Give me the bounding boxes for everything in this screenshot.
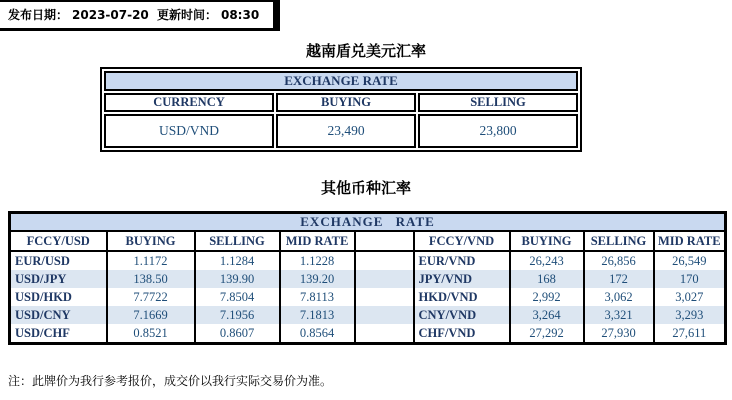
- table2-col-header-fccy-usd: FCCY/USD: [10, 231, 107, 251]
- pair-cell: JPY/VND: [414, 270, 510, 288]
- midrate-cell: 170: [654, 270, 726, 288]
- selling-cell: 139.90: [195, 270, 280, 288]
- disclaimer-note: 注：此牌价为我行参考报价，成交价以我行实际交易价为准。: [8, 374, 333, 388]
- midrate-cell: 1.1228: [280, 251, 355, 270]
- midrate-cell: 27,611: [654, 324, 726, 344]
- pair-cell: HKD/VND: [414, 288, 510, 306]
- table-row: [10, 306, 726, 324]
- selling-cell: 7.1956: [195, 306, 280, 324]
- publish-date-value: 2023-07-20: [72, 8, 149, 22]
- table1-col-header-buying: BUYING: [276, 93, 416, 112]
- buying-cell: 2,992: [510, 288, 584, 306]
- buying-rate-cell: 23,490: [276, 114, 416, 148]
- midrate-cell: 26,549: [654, 251, 726, 270]
- pair-cell: USD/JPY: [10, 270, 107, 288]
- table-row: [10, 324, 726, 344]
- buying-cell: 26,243: [510, 251, 584, 270]
- table1-col-header-currency: CURRENCY: [104, 93, 274, 112]
- pair-cell: EUR/USD: [10, 251, 107, 270]
- midrate-cell: 7.1813: [280, 306, 355, 324]
- other-currencies-section-title: 其他币种汇率: [320, 179, 411, 197]
- table2-gap-cell: [355, 270, 414, 288]
- table1-col-header-selling: SELLING: [418, 93, 578, 112]
- table-row: [10, 288, 726, 306]
- buying-cell: 27,292: [510, 324, 584, 344]
- table2-col-header-midrate-l: MID RATE: [280, 231, 355, 251]
- currency-pair-cell: USD/VND: [104, 114, 274, 148]
- midrate-cell: 139.20: [280, 270, 355, 288]
- selling-cell: 1.1284: [195, 251, 280, 270]
- usd-vnd-rate-table: [100, 67, 582, 152]
- buying-cell: 7.7722: [107, 288, 195, 306]
- table1-band-title: EXCHANGE RATE: [104, 71, 578, 91]
- publish-date-bar: [0, 0, 280, 31]
- table2-gap-cell: [355, 251, 414, 270]
- table-row: [104, 114, 578, 148]
- buying-cell: 138.50: [107, 270, 195, 288]
- table2-col-header-fccy-vnd: FCCY/VND: [414, 231, 510, 251]
- pair-cell: EUR/VND: [414, 251, 510, 270]
- pair-cell: CHF/VND: [414, 324, 510, 344]
- pair-cell: USD/CNY: [10, 306, 107, 324]
- table2-col-header-selling-r: SELLING: [584, 231, 654, 251]
- selling-cell: 7.8504: [195, 288, 280, 306]
- selling-rate-cell: 23,800: [418, 114, 578, 148]
- buying-cell: 168: [510, 270, 584, 288]
- publish-date-label: 发布日期：: [8, 8, 69, 22]
- table2-col-header-midrate-r: MID RATE: [654, 231, 726, 251]
- table2-gap-cell: [355, 288, 414, 306]
- selling-cell: 26,856: [584, 251, 654, 270]
- selling-cell: 172: [584, 270, 654, 288]
- table-row: [10, 251, 726, 270]
- pair-cell: USD/CHF: [10, 324, 107, 344]
- pair-cell: USD/HKD: [10, 288, 107, 306]
- other-currencies-rate-table: [8, 211, 727, 345]
- buying-cell: 0.8521: [107, 324, 195, 344]
- midrate-cell: 0.8564: [280, 324, 355, 344]
- buying-cell: 1.1172: [107, 251, 195, 270]
- table2-gap-cell: [355, 231, 414, 251]
- table2-gap-cell: [355, 306, 414, 324]
- table2-gap-cell: [355, 324, 414, 344]
- table2-col-header-selling-l: SELLING: [195, 231, 280, 251]
- pair-cell: CNY/VND: [414, 306, 510, 324]
- update-time-value: 08:30: [220, 8, 260, 22]
- table-row: [10, 270, 726, 288]
- table2-col-header-buying-l: BUYING: [107, 231, 195, 251]
- update-time-label: 更新时间：: [156, 8, 217, 22]
- selling-cell: 0.8607: [195, 324, 280, 344]
- selling-cell: 27,930: [584, 324, 654, 344]
- usd-vnd-section-title: 越南盾兑美元汇率: [305, 42, 426, 60]
- selling-cell: 3,062: [584, 288, 654, 306]
- midrate-cell: 7.8113: [280, 288, 355, 306]
- midrate-cell: 3,027: [654, 288, 726, 306]
- selling-cell: 3,321: [584, 306, 654, 324]
- table2-band-title: EXCHANGE RATE: [10, 213, 726, 232]
- buying-cell: 7.1669: [107, 306, 195, 324]
- table2-col-header-buying-r: BUYING: [510, 231, 584, 251]
- buying-cell: 3,264: [510, 306, 584, 324]
- midrate-cell: 3,293: [654, 306, 726, 324]
